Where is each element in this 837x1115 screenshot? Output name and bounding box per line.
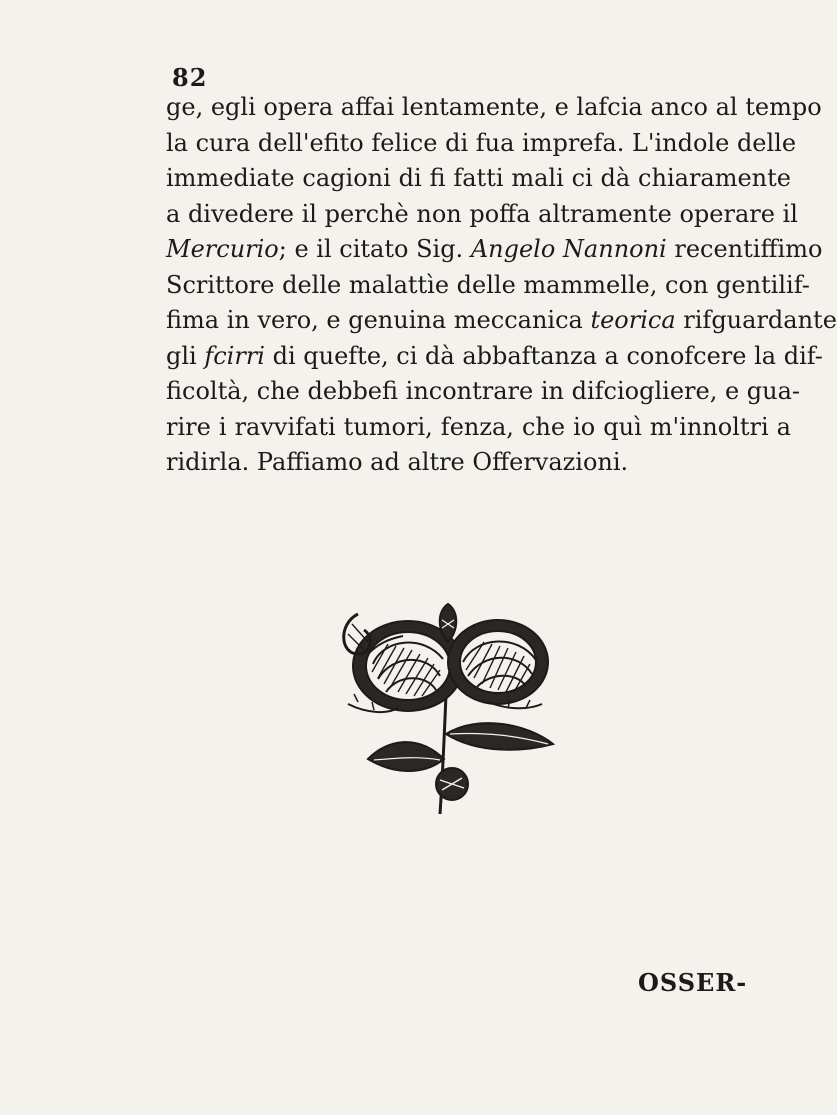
text-run: rire i ravvifati tumori, fenza, che io quì m'innoltri a	[166, 412, 791, 441]
page-number: 82	[172, 63, 208, 92]
text-run: ; e il citato Sig.	[278, 235, 471, 263]
text-run: ge, egli opera affai lentamente, e lafcia anco al tempo	[166, 93, 822, 121]
text-run: a divedere il perchè non poffa altramente operare il	[166, 199, 798, 228]
text-line	[166, 126, 797, 162]
text-line	[166, 161, 791, 197]
text-line	[166, 197, 798, 233]
italic-run: Mercurio	[166, 235, 279, 263]
body-paragraph	[166, 90, 837, 481]
text-run: fima in vero, e genuina meccanica	[166, 306, 591, 334]
text-run: recentiffimo	[666, 235, 823, 263]
text-line	[166, 90, 822, 126]
text-run: rifguardante	[675, 306, 837, 334]
text-line	[166, 339, 823, 375]
text-line	[166, 410, 791, 446]
text-run: Scrittore delle malattìe delle mammelle, con gentilif-	[166, 270, 810, 299]
text-run: ridirla. Paffiamo ad altre Offervazioni.	[166, 448, 629, 476]
text-line	[166, 303, 837, 339]
text-run: la cura dell'efito felice di fua imprefa. L'indole delle	[166, 128, 797, 157]
text-line	[166, 268, 810, 304]
text-line	[166, 445, 791, 481]
rose-woodcut-icon	[328, 584, 568, 824]
italic-run: Angelo Nannoni	[470, 235, 667, 263]
text-line	[166, 374, 801, 410]
text-run: ficoltà, che debbefi incontrare in difciogliere, e gua-	[166, 377, 801, 405]
text-run: immediate cagioni di fi fatti mali ci dà chiaramente	[166, 164, 791, 192]
text-line	[166, 232, 823, 268]
text-run: gli	[166, 341, 205, 370]
italic-run: teorica	[590, 306, 676, 334]
text-run: di quefte, ci dà abbaftanza a conofcere la dif-	[264, 341, 823, 370]
catchword: OSSER-	[638, 968, 748, 997]
italic-run: fcirri	[204, 341, 265, 370]
